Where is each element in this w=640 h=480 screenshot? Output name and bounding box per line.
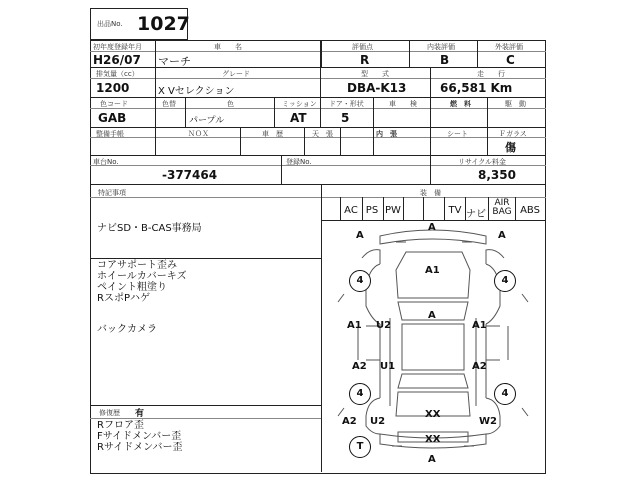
note-line: ホイールカバーキズ <box>97 271 187 282</box>
lot-number-box <box>90 8 188 40</box>
seat-label: シート <box>447 130 468 138</box>
damage-right-fender: A1 <box>472 320 487 331</box>
damage-trunk: XX <box>425 409 441 420</box>
grid-line <box>90 258 322 259</box>
damage-right-rear-door: A2 <box>472 361 487 372</box>
displacement-value: 1200 <box>96 81 130 95</box>
repair-line: Fサイドメンバー歪 <box>97 431 182 442</box>
repair-history-label: 修復歴 <box>99 409 120 417</box>
mileage-value: 66,581 Km <box>440 81 513 95</box>
tire-front-left-icon: 4 <box>349 270 371 292</box>
color-value: パープル <box>189 116 225 126</box>
equipment-navi: ナビ <box>466 209 486 220</box>
note-line: コアサポート歪み <box>97 260 177 271</box>
color-code-value: GAB <box>98 111 127 125</box>
grid-line <box>487 97 488 127</box>
grid-line <box>320 97 321 127</box>
recycle-fee-value: 8,350 <box>478 168 516 182</box>
equipment-ps: PS <box>365 205 379 216</box>
grid-line <box>430 97 431 127</box>
equipment-header: 装 備 <box>420 189 441 197</box>
car-name-label: 車 名 <box>214 43 242 51</box>
grade-value: X Vセレクション <box>158 86 235 97</box>
equipment-pw: PW <box>385 205 401 216</box>
lot-number-label: 出品No. <box>97 20 123 28</box>
color-change-label: 色替 <box>162 100 176 108</box>
damage-hood: A1 <box>425 265 440 276</box>
notes-group-2 <box>97 260 187 304</box>
grid-line <box>373 127 374 155</box>
repair-line: Rフロア歪 <box>97 420 144 431</box>
grid-line <box>515 197 516 220</box>
first-registration-value: H26/07 <box>93 53 141 67</box>
interior-grade-label: 内装評価 <box>427 43 455 51</box>
grid-line <box>90 184 546 185</box>
grid-line <box>320 40 322 67</box>
damage-left-quarter: A2 <box>342 416 357 427</box>
grid-line <box>320 67 321 97</box>
grid-line <box>155 40 156 67</box>
grid-line <box>281 155 282 184</box>
equipment-tv: TV <box>448 205 462 216</box>
grid-line <box>155 67 156 97</box>
grid-line <box>155 97 156 127</box>
damage-roof: A <box>428 310 436 321</box>
note-line: RスポPハゲ <box>97 293 150 304</box>
damage-left-quarter-inner: U2 <box>370 416 386 427</box>
grid-line <box>90 127 546 128</box>
grid-line <box>430 127 431 155</box>
equipment-abs: ABS <box>520 205 540 216</box>
nox-label: ＮＯＸ <box>188 130 209 138</box>
interior-trim-label: 内 張 <box>376 130 397 138</box>
registration-number-label: 登録No. <box>286 158 312 166</box>
vehicle-history-label: 車 歴 <box>262 130 283 138</box>
damage-rear-bottom: A <box>428 454 436 465</box>
note-line: ナビSD・B-CAS事務局 <box>97 223 202 234</box>
grade-label: グレード <box>222 70 250 78</box>
model-value: DBA-K13 <box>347 81 407 95</box>
front-glass-label: Ｆガラス <box>499 130 527 138</box>
damage-rear-bumper: XX <box>425 434 441 445</box>
tire-rear-left-icon: 4 <box>349 383 371 405</box>
lot-number-value: 1027 <box>137 13 190 35</box>
model-label: 型 式 <box>361 70 389 78</box>
grid-line <box>430 67 431 97</box>
damage-left-front-door: U2 <box>376 320 392 331</box>
grid-line <box>240 127 241 155</box>
grid-line <box>155 127 156 155</box>
grid-line <box>185 97 186 127</box>
notes-group-1 <box>97 223 202 234</box>
interior-grade-value: B <box>440 53 450 67</box>
maintenance-record-label: 整備手帳 <box>96 130 124 138</box>
repair-history-value: 有 <box>135 409 145 419</box>
grid-line <box>403 197 404 220</box>
damage-left-rear-door: A2 <box>352 361 367 372</box>
damage-left-rear-door-inner: U1 <box>380 361 396 372</box>
grid-line <box>90 197 546 198</box>
damage-front-left: A <box>356 230 364 241</box>
door-shape-value: 5 <box>341 111 350 125</box>
mileage-label: 走 行 <box>477 70 505 78</box>
grid-line <box>477 40 478 67</box>
drive-label: 駆 動 <box>505 100 526 108</box>
notes-group-3 <box>97 324 157 335</box>
grid-line <box>90 97 546 98</box>
tire-front-right-icon: 4 <box>494 270 516 292</box>
grid-line <box>423 197 424 220</box>
headliner-label: 天 張 <box>312 130 333 138</box>
door-shape-label: ドア・形状 <box>329 100 364 108</box>
spare-tire-icon: T <box>349 436 371 458</box>
damage-right-quarter: W2 <box>479 416 497 427</box>
score-label: 評価点 <box>352 43 373 51</box>
damage-front-bumper: A <box>428 222 436 233</box>
exterior-grade-label: 外装評価 <box>495 43 523 51</box>
color-code-label: 色コード <box>100 100 128 108</box>
transmission-label: ミッション <box>282 100 317 108</box>
inspection-label: 車 検 <box>389 100 417 108</box>
score-value: R <box>360 53 370 67</box>
exterior-grade-value: C <box>506 53 515 67</box>
grid-line <box>304 127 305 155</box>
chassis-number-value: -377464 <box>162 168 218 182</box>
grid-line <box>409 40 410 67</box>
damage-front-right: A <box>498 230 506 241</box>
tire-rear-right-icon: 4 <box>494 383 516 405</box>
equipment-airbag: AIR BAG <box>492 198 512 217</box>
car-name-value: マーチ <box>158 55 191 68</box>
transmission-value: AT <box>290 111 307 125</box>
displacement-label: 排気量（cc） <box>96 70 139 78</box>
grid-line <box>90 418 322 419</box>
grid-line <box>373 97 374 127</box>
grid-line <box>487 127 488 155</box>
damage-left-fender: A1 <box>347 320 362 331</box>
repair-line: Rサイドメンバー歪 <box>97 442 183 453</box>
note-line: ペイント粗塗り <box>97 282 167 293</box>
note-line: バックカメラ <box>97 324 157 335</box>
fuel-label: 燃 料 <box>450 100 471 108</box>
chassis-number-label: 車台No. <box>93 158 119 166</box>
equipment-ac: AC <box>344 205 358 216</box>
first-registration-label: 初年度登録年月 <box>93 43 142 51</box>
color-label: 色 <box>227 100 234 108</box>
grid-line <box>90 108 546 109</box>
grid-line <box>90 405 322 406</box>
grid-line <box>274 97 275 127</box>
grid-line <box>90 155 546 156</box>
repair-notes <box>97 420 182 453</box>
notes-header: 特記事項 <box>98 189 126 197</box>
grid-line <box>430 155 431 184</box>
recycle-fee-label: リサイクル料金 <box>458 158 507 166</box>
front-glass-value: 傷 <box>505 141 516 154</box>
grid-line <box>340 127 341 155</box>
